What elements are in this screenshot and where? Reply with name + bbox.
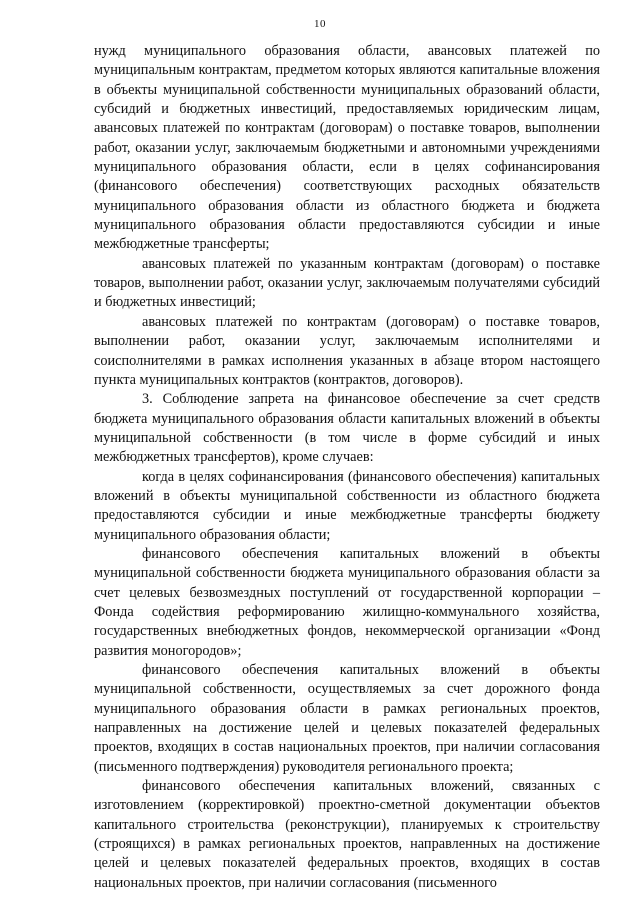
- paragraph-1: нужд муниципального образования области, авансовых платежей по муниципальным контрактам, предметом которых являются капитальные вложения в объекты муниципальной собственности муниципальных образований области, субсидий и бюджетных инвестиций, предоставляемых юридическим лицам, авансовых платежей по контрактам (договорам) о поставке товаров, выполнении работ, оказании услуг, заключаемым бюджетными и автономными учреждениями муниципального образования области, если в целях софинансирования (финансового обеспечения) соответствующих расходных обязательств муниципального образования области из областного бюджета и бюджета муниципального образования области предоставляются субсидии и иные межбюджетные трансферты;: [94, 43, 600, 253]
- paragraph-2: авансовых платежей по указанным контрактам (договорам) о поставке товаров, выполнении работ, оказании услуг, заключаемым получателями субсидий и бюджетных инвестиций;: [94, 255, 600, 311]
- page-number: 10: [314, 18, 326, 30]
- paragraph-3: авансовых платежей по контрактам (договорам) о поставке товаров, выполнении работ, оказании услуг, заключаемым исполнителями и соисполнителями в рамках исполнения указанных в абзаце втором настоящего пункта муниципальных контрактов (контрактов, договоров).: [94, 313, 600, 388]
- paragraph-6: финансового обеспечения капитальных вложений в объекты муниципальной собственности бюджета муниципального образования области за счет целевых безвозмездных поступлений от государственной корпорации – Фонда содействия реформированию жилищно-коммунального хозяйства, государственных внебюджетных фондов, некоммерческой организации «Фонд развития моногородов»;: [94, 545, 600, 659]
- paragraph-7: финансового обеспечения капитальных вложений в объекты муниципальной собственности, осуществляемых за счет дорожного фонда муниципального образования области в рамках региональных проектов, направленных на достижение целей и целевых показателей федеральных проектов, входящих в состав национальных проектов, при наличии согласования (письменного подтверждения) руководителя регионального проекта;: [94, 662, 600, 775]
- paragraph-4: 3. Соблюдение запрета на финансовое обеспечение за счет средств бюджета муниципального образования области капитальных вложений в объекты муниципальной собственности (в том числе в форме субсидий и иных межбюджетных трансфертов), кроме случаев:: [94, 391, 600, 466]
- paragraph-5: когда в целях софинансирования (финансового обеспечения) капитальных вложений в объекты муниципальной собственности из областного бюджета предоставляются субсидии и иные межбюджетные трансферты бюджету муниципального образования области;: [94, 468, 600, 543]
- paragraph-8: финансового обеспечения капитальных вложений, связанных с изготовлением (корректировкой) проектно-сметной документации объектов капитального строительства (реконструкции), планируемых к строительству (строящихся) в рамках региональных проектов, направленных на достижение целей и целевых показателей федеральных проектов, входящих в состав национальных проектов, при наличии согласования (письменного: [94, 778, 600, 891]
- document-body: [94, 42, 600, 893]
